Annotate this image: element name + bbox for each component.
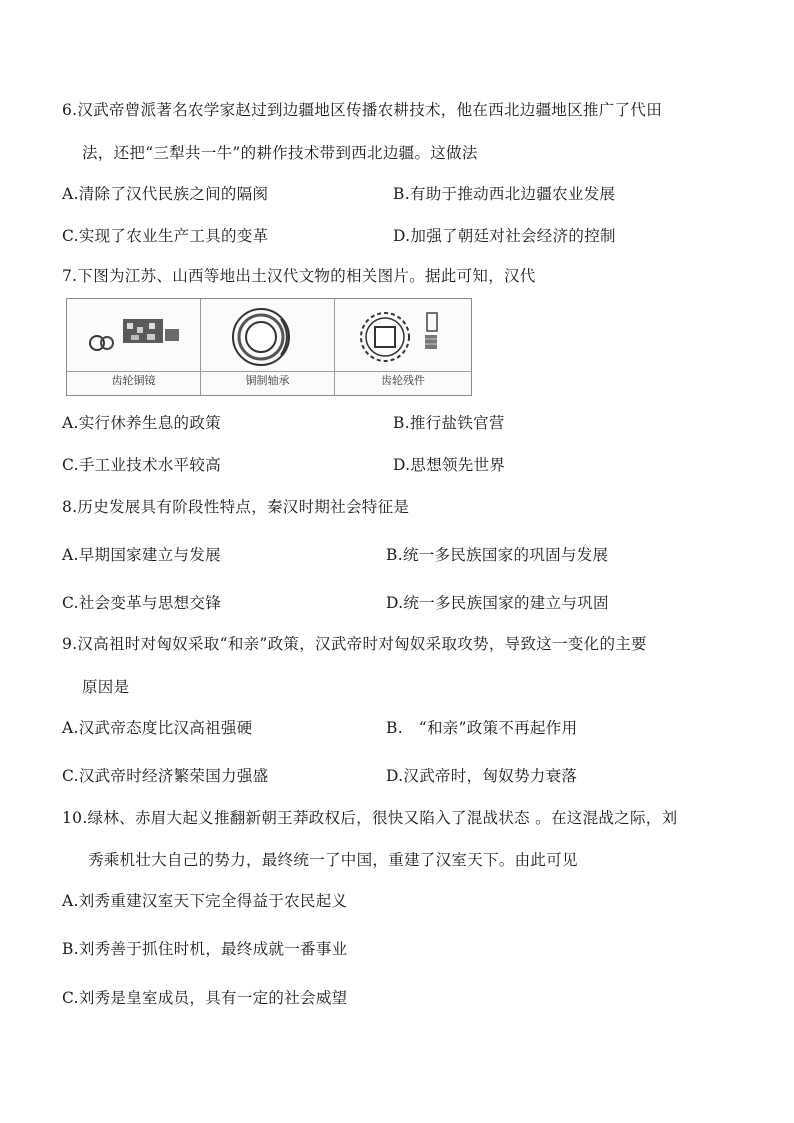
q8-option-a[interactable]: A.早期国家建立与发展	[62, 546, 221, 564]
q9-stem-line1: 9.汉高祖时对匈奴采取“和亲”政策，汉武帝时对匈奴采取攻势，导致这一变化的主要	[62, 635, 647, 653]
bronze-bearing-icon	[201, 299, 335, 371]
q7-artifact-figure	[66, 298, 472, 396]
q10-option-a[interactable]: A.刘秀重建汉室天下完全得益于农民起义	[62, 892, 348, 910]
figure-panel-gear-fragment	[335, 299, 471, 395]
q10-option-c[interactable]: C.刘秀是皇室成员，具有一定的社会威望	[62, 989, 348, 1007]
gear-fragment-icon	[335, 299, 471, 371]
q7-option-b[interactable]: B.推行盐铁官营	[393, 414, 505, 432]
q6-stem-line1: 6.汉武帝曾派著名农学家赵过到边疆地区传播农耕技术，他在西北边疆地区推广了代田	[62, 101, 662, 119]
q8-option-c[interactable]: C.社会变革与思想交锋	[62, 594, 222, 612]
q7-option-a[interactable]: A.实行休养生息的政策	[62, 414, 221, 432]
q9-option-b[interactable]: B. “和亲”政策不再起作用	[386, 719, 578, 737]
q6-option-a[interactable]: A.清除了汉代民族之间的隔阂	[62, 185, 269, 203]
q9-option-a[interactable]: A.汉武帝态度比汉高祖强硬	[62, 719, 253, 737]
figure-panel-gear-mirror	[67, 299, 201, 395]
q9-stem-line2: 原因是	[82, 678, 130, 696]
q10-stem-line2: 秀乘机壮大自己的势力，最终统一了中国，重建了汉室天下。由此可见	[88, 851, 578, 869]
q7-stem-line1: 7.下图为江苏、山西等地出土汉代文物的相关图片。据此可知，汉代	[62, 267, 536, 285]
q7-option-c[interactable]: C.手工业技术水平较高	[62, 456, 222, 474]
caption-gear-fragment: 齿轮残件	[335, 371, 471, 390]
q7-option-d[interactable]: D.思想领先世界	[393, 456, 506, 474]
caption-bearing: 铜制轴承	[201, 371, 334, 390]
q8-option-b[interactable]: B.统一多民族国家的巩固与发展	[386, 546, 609, 564]
q6-option-c[interactable]: C.实现了农业生产工具的变革	[62, 227, 269, 245]
q6-stem-line2: 法，还把“三犁共一牛”的耕作技术带到西北边疆。这做法	[82, 144, 478, 162]
q9-option-d[interactable]: D.汉武帝时，匈奴势力衰落	[386, 767, 578, 785]
q8-stem-line1: 8.历史发展具有阶段性特点，秦汉时期社会特征是	[62, 498, 410, 516]
q10-option-b[interactable]: B.刘秀善于抓住时机，最终成就一番事业	[62, 940, 348, 958]
q9-option-c[interactable]: C.汉武帝时经济繁荣国力强盛	[62, 767, 269, 785]
q10-stem-line1: 10.绿林、赤眉大起义推翻新朝王莽政权后，很快又陷入了混战状态 。在这混战之际，刘	[62, 809, 678, 827]
q6-option-b[interactable]: B.有助于推动西北边疆农业发展	[393, 185, 616, 203]
gear-mirror-icon	[67, 299, 201, 371]
caption-gear-mirror: 齿轮铜镜	[67, 371, 200, 390]
q6-option-d[interactable]: D.加强了朝廷对社会经济的控制	[393, 227, 616, 245]
q8-option-d[interactable]: D.统一多民族国家的建立与巩固	[386, 594, 609, 612]
figure-panel-bearing	[201, 299, 335, 395]
